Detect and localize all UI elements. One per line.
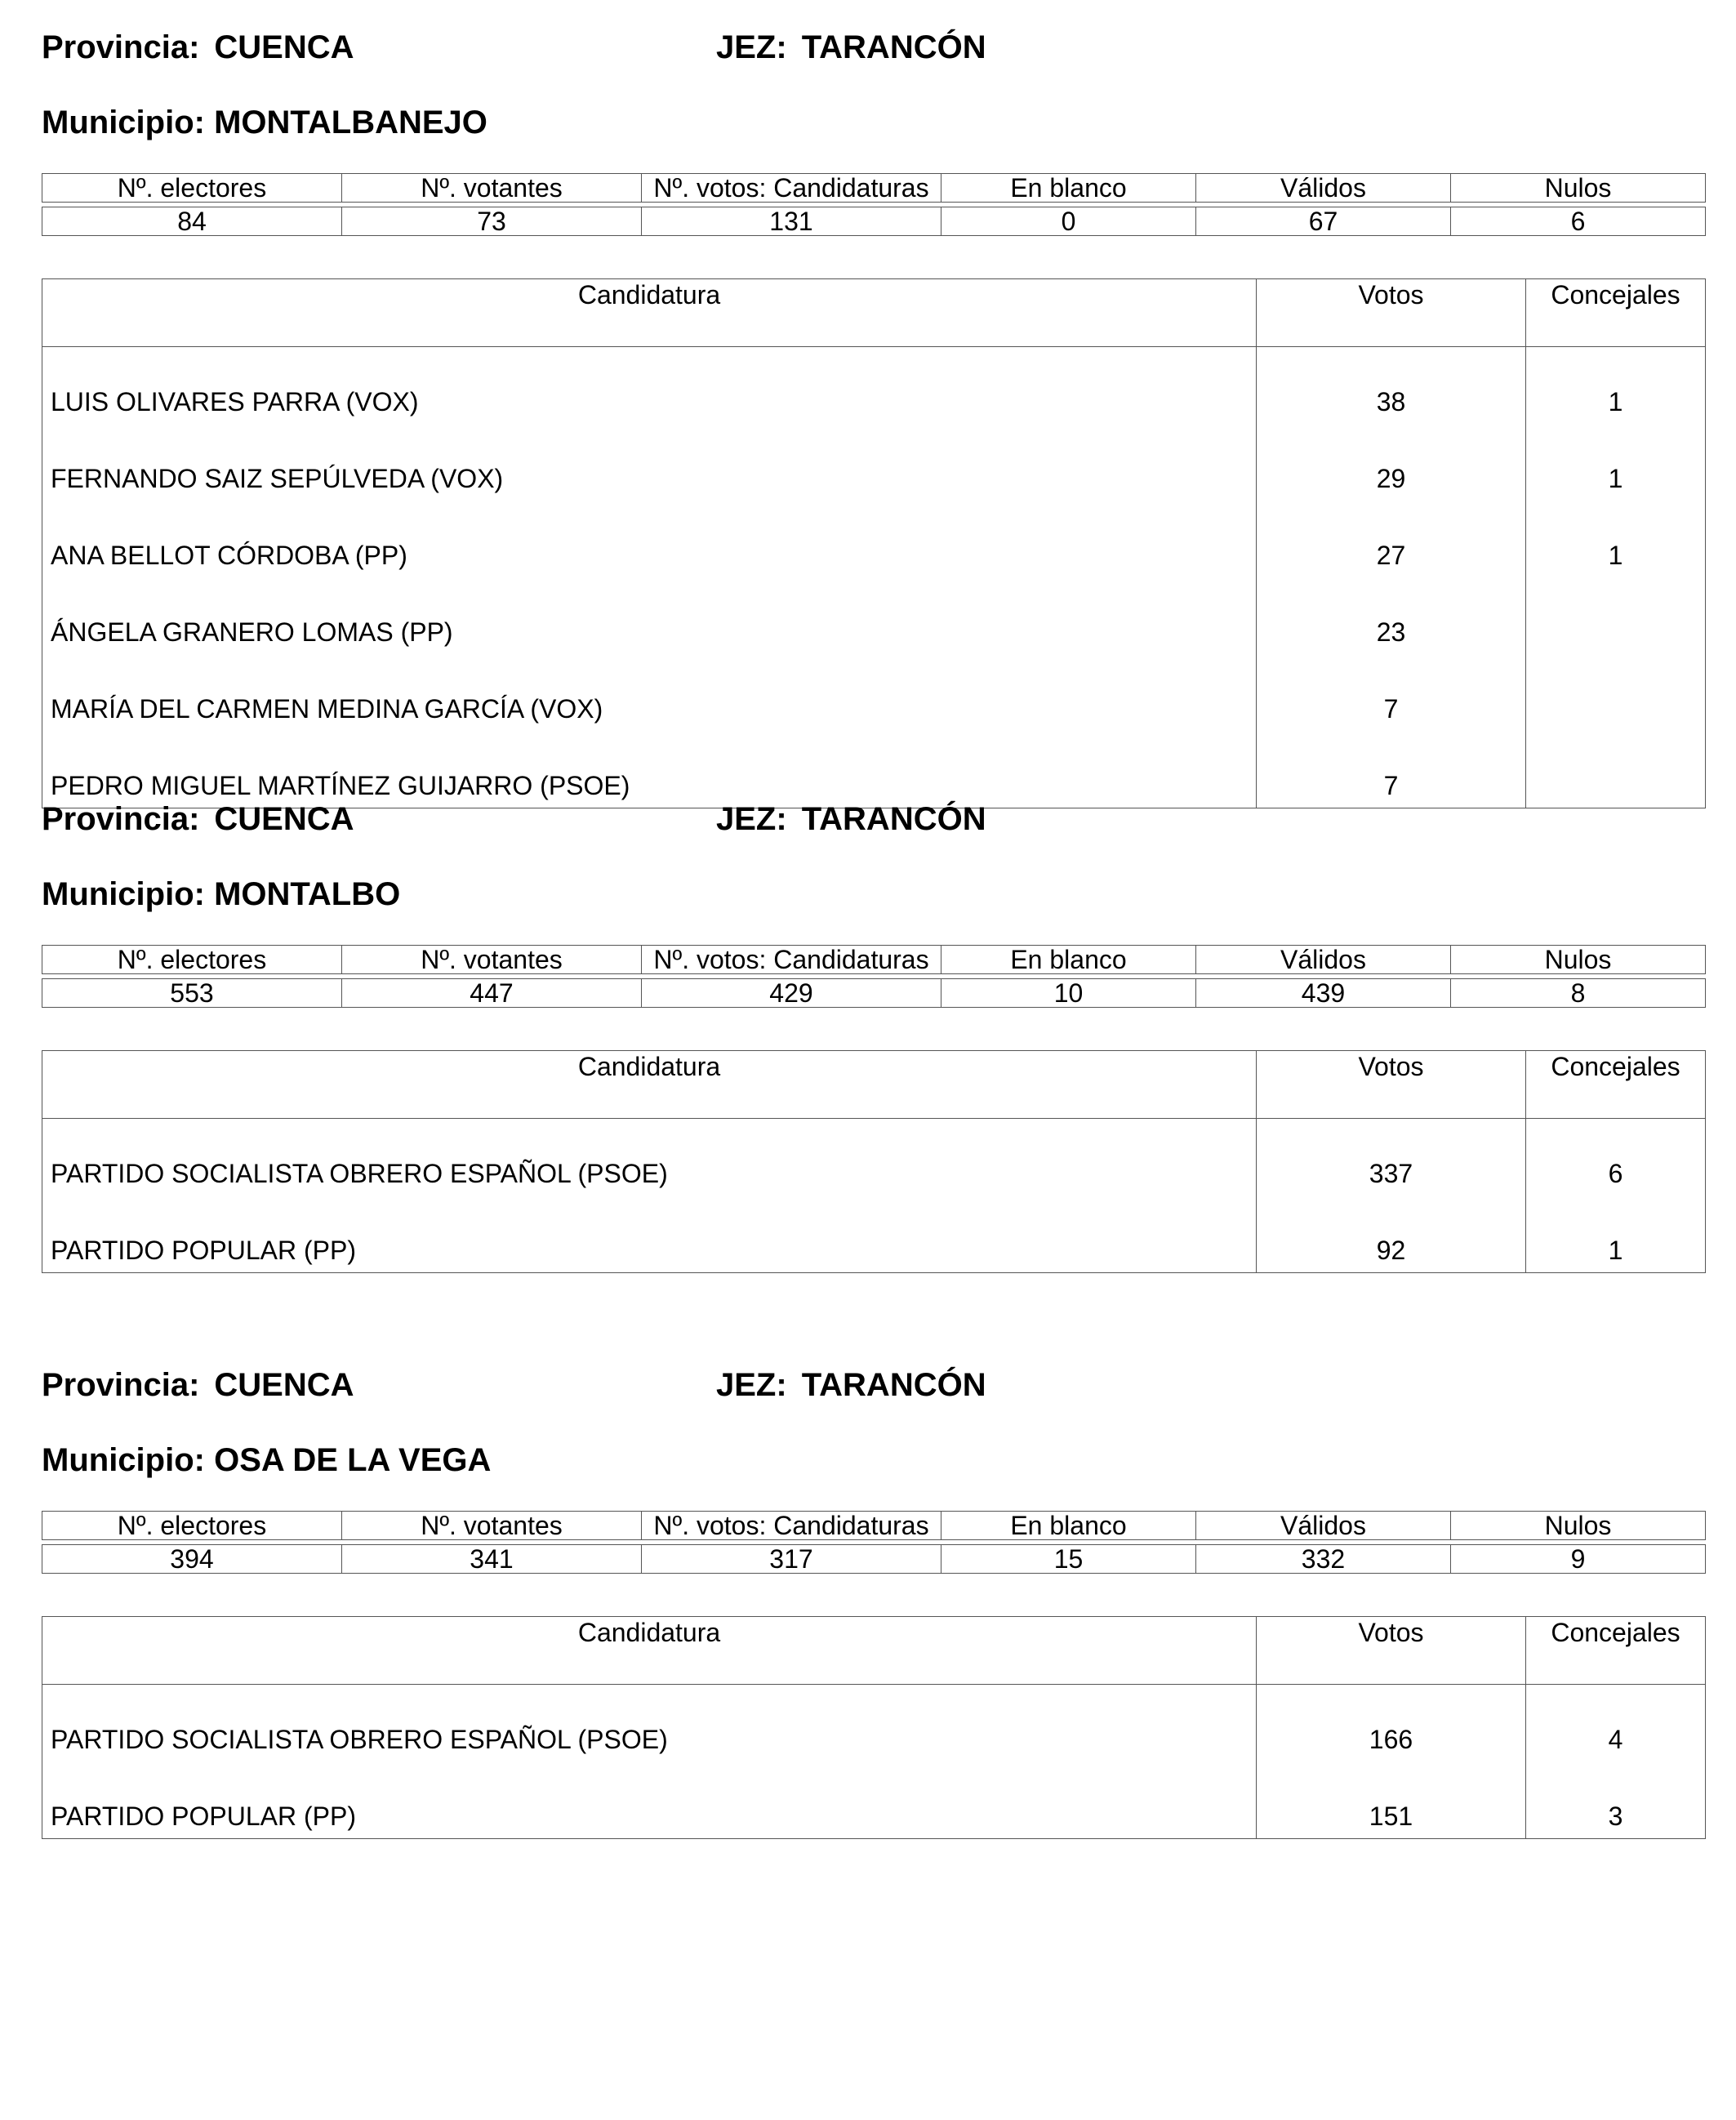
header-nulos: Nulos (1451, 174, 1706, 203)
candidate-name: ÁNGELA GRANERO LOMAS (PP) (42, 577, 1257, 654)
value-validos: 67 (1196, 207, 1451, 236)
candidates-table (42, 1616, 1706, 1839)
municipio-line (42, 1444, 491, 1476)
provincia-line (42, 1369, 354, 1401)
header-votos: Votos (1257, 279, 1526, 347)
header-electores: Nº. electores (42, 174, 342, 203)
header-concejales: Concejales (1526, 1051, 1706, 1119)
candidate-votos: 29 (1257, 424, 1526, 501)
municipio-label: Municipio: (42, 105, 205, 140)
provincia-label: Provincia: (42, 1367, 200, 1403)
summary-value-row (42, 1545, 1706, 1574)
summary-header-row (42, 174, 1706, 203)
candidate-name: PARTIDO POPULAR (PP) (42, 1196, 1257, 1273)
jez-line (716, 803, 986, 835)
candidate-votos: 92 (1257, 1196, 1526, 1273)
jez-value: TARANCÓN (801, 1367, 986, 1403)
candidate-votos: 27 (1257, 501, 1526, 577)
municipio-label: Municipio: (42, 876, 205, 912)
header-votantes: Nº. votantes (342, 946, 642, 974)
value-en-blanco: 0 (941, 207, 1196, 236)
header-candidatura: Candidatura (42, 279, 1257, 347)
municipio-line (42, 106, 487, 139)
candidate-concejales (1526, 654, 1706, 731)
municipio-label: Municipio: (42, 1442, 205, 1478)
value-electores: 553 (42, 979, 342, 1008)
jez-label: JEZ: (716, 801, 787, 837)
candidate-concejales: 1 (1526, 1196, 1706, 1273)
candidate-row (42, 1196, 1706, 1273)
candidates-header-row (42, 1617, 1706, 1685)
header-concejales: Concejales (1526, 1617, 1706, 1685)
header-votos: Votos (1257, 1617, 1526, 1685)
value-votos-candidaturas: 429 (642, 979, 941, 1008)
candidate-votos: 337 (1257, 1119, 1526, 1196)
value-nulos: 8 (1451, 979, 1706, 1008)
candidate-concejales (1526, 731, 1706, 808)
provincia-line (42, 31, 354, 64)
candidate-row (42, 654, 1706, 731)
jez-line (716, 31, 986, 64)
value-electores: 394 (42, 1545, 342, 1574)
candidate-row (42, 1761, 1706, 1839)
header-nulos: Nulos (1451, 946, 1706, 974)
summary-table (42, 1511, 1706, 1574)
header-electores: Nº. electores (42, 1512, 342, 1540)
value-votos-candidaturas: 317 (642, 1545, 941, 1574)
value-en-blanco: 15 (941, 1545, 1196, 1574)
value-votos-candidaturas: 131 (642, 207, 941, 236)
candidate-votos: 7 (1257, 731, 1526, 808)
candidate-concejales: 1 (1526, 424, 1706, 501)
candidate-name: LUIS OLIVARES PARRA (VOX) (42, 347, 1257, 425)
header-votos: Votos (1257, 1051, 1526, 1119)
candidate-concejales: 1 (1526, 347, 1706, 425)
header-votantes: Nº. votantes (342, 1512, 642, 1540)
value-electores: 84 (42, 207, 342, 236)
municipio-value: OSA DE LA VEGA (214, 1442, 492, 1478)
provincia-line (42, 803, 354, 835)
candidate-name: ANA BELLOT CÓRDOBA (PP) (42, 501, 1257, 577)
candidate-name: PEDRO MIGUEL MARTÍNEZ GUIJARRO (PSOE) (42, 731, 1257, 808)
municipio-line (42, 878, 400, 911)
value-votantes: 447 (342, 979, 642, 1008)
candidate-name: MARÍA DEL CARMEN MEDINA GARCÍA (VOX) (42, 654, 1257, 731)
header-en-blanco: En blanco (941, 1512, 1196, 1540)
header-validos: Válidos (1196, 946, 1451, 974)
candidate-name: PARTIDO SOCIALISTA OBRERO ESPAÑOL (PSOE) (42, 1119, 1257, 1196)
provincia-label: Provincia: (42, 801, 200, 837)
candidate-row (42, 347, 1706, 425)
candidate-row (42, 1119, 1706, 1196)
candidate-row (42, 424, 1706, 501)
value-votantes: 341 (342, 1545, 642, 1574)
candidate-votos: 166 (1257, 1685, 1526, 1762)
value-validos: 439 (1196, 979, 1451, 1008)
candidate-concejales: 1 (1526, 501, 1706, 577)
candidate-concejales: 3 (1526, 1761, 1706, 1839)
candidates-header-row (42, 279, 1706, 347)
candidate-name: PARTIDO POPULAR (PP) (42, 1761, 1257, 1839)
value-nulos: 6 (1451, 207, 1706, 236)
header-votos-candidaturas: Nº. votos: Candidaturas (642, 1512, 941, 1540)
candidate-votos: 151 (1257, 1761, 1526, 1839)
jez-label: JEZ: (716, 1367, 787, 1403)
value-validos: 332 (1196, 1545, 1451, 1574)
value-nulos: 9 (1451, 1545, 1706, 1574)
municipio-value: MONTALBANEJO (214, 105, 487, 140)
value-votantes: 73 (342, 207, 642, 236)
candidate-name: PARTIDO SOCIALISTA OBRERO ESPAÑOL (PSOE) (42, 1685, 1257, 1762)
summary-table (42, 173, 1706, 236)
candidate-row (42, 577, 1706, 654)
header-candidatura: Candidatura (42, 1617, 1257, 1685)
header-nulos: Nulos (1451, 1512, 1706, 1540)
header-validos: Válidos (1196, 1512, 1451, 1540)
header-validos: Válidos (1196, 174, 1451, 203)
candidate-name: FERNANDO SAIZ SEPÚLVEDA (VOX) (42, 424, 1257, 501)
summary-value-row (42, 979, 1706, 1008)
candidate-votos: 38 (1257, 347, 1526, 425)
candidate-row (42, 501, 1706, 577)
municipio-value: MONTALBO (214, 876, 401, 912)
candidate-row (42, 731, 1706, 808)
provincia-value: CUENCA (214, 801, 354, 837)
candidate-concejales (1526, 577, 1706, 654)
header-en-blanco: En blanco (941, 946, 1196, 974)
header-electores: Nº. electores (42, 946, 342, 974)
summary-table (42, 945, 1706, 1008)
provincia-value: CUENCA (214, 1367, 354, 1403)
jez-value: TARANCÓN (801, 29, 986, 65)
candidate-row (42, 1685, 1706, 1762)
summary-value-row (42, 207, 1706, 236)
candidates-table (42, 1050, 1706, 1273)
candidate-concejales: 4 (1526, 1685, 1706, 1762)
candidates-header-row (42, 1051, 1706, 1119)
candidate-votos: 7 (1257, 654, 1526, 731)
header-votos-candidaturas: Nº. votos: Candidaturas (642, 174, 941, 203)
candidate-votos: 23 (1257, 577, 1526, 654)
value-en-blanco: 10 (941, 979, 1196, 1008)
header-concejales: Concejales (1526, 279, 1706, 347)
candidate-concejales: 6 (1526, 1119, 1706, 1196)
jez-line (716, 1369, 986, 1401)
candidates-table (42, 278, 1706, 808)
provincia-value: CUENCA (214, 29, 354, 65)
header-votantes: Nº. votantes (342, 174, 642, 203)
summary-header-row (42, 946, 1706, 974)
jez-value: TARANCÓN (801, 801, 986, 837)
jez-label: JEZ: (716, 29, 787, 65)
summary-header-row (42, 1512, 1706, 1540)
header-votos-candidaturas: Nº. votos: Candidaturas (642, 946, 941, 974)
provincia-label: Provincia: (42, 29, 200, 65)
header-en-blanco: En blanco (941, 174, 1196, 203)
header-candidatura: Candidatura (42, 1051, 1257, 1119)
